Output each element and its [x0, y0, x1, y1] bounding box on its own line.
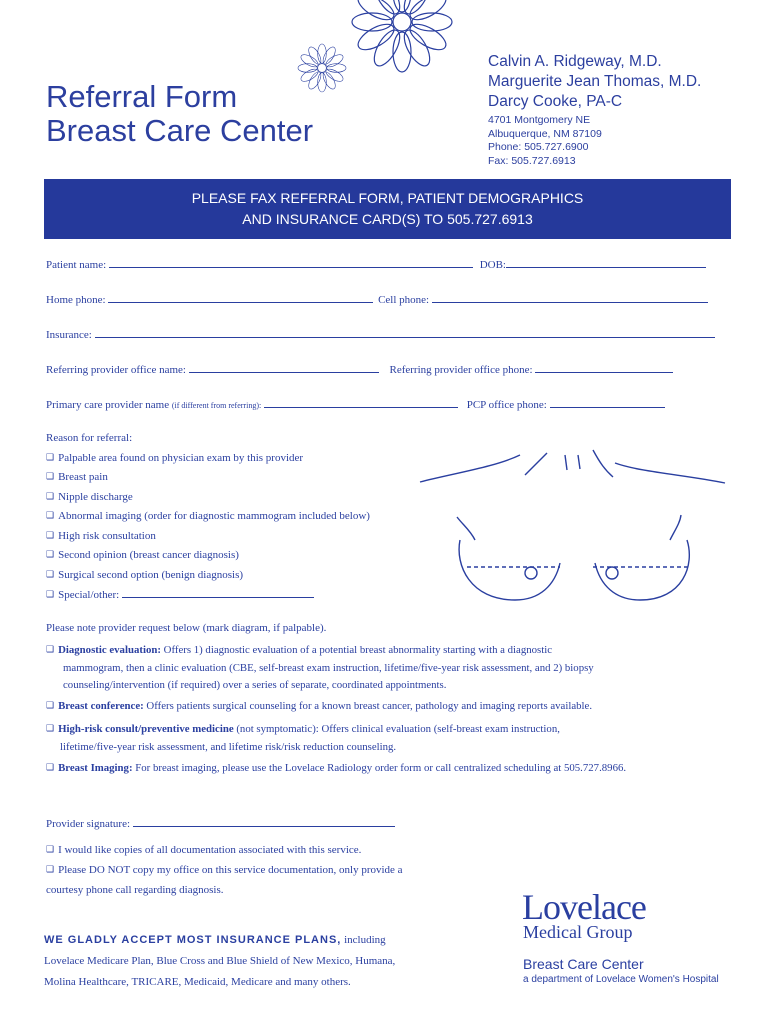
- insurance-including: including: [341, 934, 386, 946]
- checkbox-icon[interactable]: ❑: [46, 645, 55, 655]
- logo-center: Breast Care Center: [523, 956, 644, 972]
- signature-row: [46, 817, 395, 830]
- referring-office-phone-input[interactable]: [535, 363, 673, 373]
- copy-options: [46, 841, 403, 900]
- patient-name-input[interactable]: [109, 258, 473, 268]
- checkbox-icon[interactable]: ❑: [46, 472, 55, 482]
- banner-line-1: PLEASE FAX REFERRAL FORM, PATIENT DEMOGRAPHICS: [191, 190, 584, 206]
- home-phone-input[interactable]: [108, 293, 373, 303]
- insurance-plans-line: Lovelace Medicare Plan, Blue Cross and Blue Shield of New Mexico, Humana,: [44, 955, 396, 967]
- reason-checkbox[interactable]: [46, 569, 370, 589]
- reason-checkbox[interactable]: [46, 510, 370, 530]
- provider-name: Darcy Cooke, PA-C: [488, 93, 623, 110]
- referring-office-row: [46, 363, 673, 376]
- banner-line-2: AND INSURANCE CARD(S) TO 505.727.6913: [242, 211, 533, 227]
- referring-office-name-label: Referring provider office name:: [46, 364, 186, 376]
- pcp-row: [46, 398, 665, 411]
- logo-department: a department of Lovelace Women's Hospital: [523, 974, 719, 985]
- pcp-phone-label: PCP office phone:: [466, 399, 547, 411]
- checkbox-icon[interactable]: ❑: [46, 569, 55, 580]
- checkbox-icon[interactable]: ❑: [46, 845, 55, 855]
- provider-name: Calvin A. Ridgeway, M.D.: [488, 53, 662, 70]
- copy-option-label: I would like copies of all documentation associated with this service.: [58, 844, 362, 856]
- reason-label: Breast pain: [58, 471, 108, 483]
- service-option[interactable]: [46, 721, 736, 756]
- provider-list: [488, 52, 701, 112]
- service-text: Offers patients surgical counseling for a known breast cancer, pathology and imaging reports available.: [143, 700, 593, 712]
- phone-number: Phone: 505.727.6900: [488, 141, 589, 153]
- reason-section: [46, 432, 370, 608]
- home-phone-label: Home phone:: [46, 294, 106, 306]
- checkbox-icon[interactable]: ❑: [46, 452, 55, 463]
- reason-label: Special/other:: [58, 589, 120, 601]
- reason-label: High risk consultation: [58, 529, 156, 542]
- phone-row: [46, 293, 708, 306]
- signature-label: Provider signature:: [46, 818, 131, 830]
- reason-label: Nipple discharge: [58, 490, 133, 503]
- reason-label: Abnormal imaging (order for diagnostic mammogram included below): [58, 510, 370, 522]
- reason-checkbox[interactable]: [46, 491, 370, 511]
- reason-checkbox[interactable]: [46, 588, 370, 608]
- reason-label: Surgical second option (benign diagnosis): [58, 568, 244, 581]
- checkbox-icon[interactable]: ❑: [46, 530, 55, 541]
- no-copy-option-cont: courtesy phone call regarding diagnosis.: [46, 884, 224, 896]
- service-text: For breast imaging, please use the Lovelace Radiology order form or call centralized scheduling at 505.727.8966.: [132, 762, 627, 774]
- breast-diagram-icon[interactable]: [415, 445, 735, 615]
- form-title: [46, 80, 313, 148]
- provider-name: Marguerite Jean Thomas, M.D.: [488, 73, 702, 90]
- service-text-cont: counseling/intervention (if required) over a series of separate, coordinated appointments.: [63, 679, 447, 691]
- pcp-note: (if different from referring):: [171, 401, 262, 410]
- reason-checkbox[interactable]: [46, 549, 370, 569]
- patient-name-label: Patient name:: [46, 259, 107, 271]
- dob-input[interactable]: [506, 258, 706, 268]
- service-label: Breast conference:: [58, 700, 144, 712]
- provider-request-note: Please note provider request below (mark diagram, if palpable).: [46, 622, 327, 634]
- service-text-cont: lifetime/five-year risk assessment, and lifetime risk/risk reduction counseling.: [60, 741, 397, 753]
- fax-instruction-banner: [44, 179, 731, 239]
- checkbox-icon[interactable]: ❑: [46, 491, 55, 502]
- checkbox-icon[interactable]: ❑: [46, 763, 55, 773]
- reason-checkbox[interactable]: [46, 471, 370, 491]
- reason-heading: Reason for referral:: [46, 432, 133, 444]
- pcp-phone-input[interactable]: [550, 398, 665, 408]
- checkbox-icon[interactable]: ❑: [46, 550, 55, 560]
- checkbox-icon[interactable]: ❑: [46, 701, 55, 711]
- service-text: (not symptomatic): Offers clinical evaluation (self-breast exam instruction,: [233, 723, 560, 735]
- service-label: Diagnostic evaluation:: [58, 644, 161, 656]
- address-line-2: Albuquerque, NM 87109: [488, 127, 602, 140]
- title-line-1: Referral Form: [46, 79, 238, 114]
- insurance-plans-line: Molina Healthcare, TRICARE, Medicaid, Medicare and many others.: [44, 976, 351, 988]
- checkbox-icon[interactable]: ❑: [46, 590, 55, 600]
- service-option[interactable]: [46, 760, 736, 778]
- pcp-name-label: Primary care provider name: [46, 399, 170, 411]
- service-label: Breast Imaging:: [58, 762, 133, 774]
- flower-decoration-icon: [290, 0, 470, 110]
- checkbox-icon[interactable]: ❑: [46, 511, 55, 521]
- insurance-label: Insurance:: [46, 329, 92, 341]
- insurance-footer: [44, 930, 395, 993]
- insurance-input[interactable]: [95, 328, 715, 338]
- dob-label: DOB:: [479, 259, 506, 271]
- logo-group: Medical Group: [523, 922, 633, 942]
- contact-block: [488, 114, 602, 168]
- copy-option[interactable]: [46, 841, 403, 861]
- address-line-1: 4701 Montgomery NE: [488, 114, 591, 126]
- service-text-cont: mammogram, then a clinic evaluation (CBE, self-breast exam instruction, lifetime/five-year risk assessment, and 2) biopsy: [63, 662, 594, 674]
- service-option[interactable]: [46, 642, 736, 694]
- insurance-row: [46, 328, 715, 341]
- no-copy-option[interactable]: [46, 861, 403, 881]
- reason-label: Palpable area found on physician exam by this provider: [58, 451, 304, 464]
- reason-checkbox[interactable]: [46, 452, 370, 472]
- fax-number: Fax: 505.727.6913: [488, 154, 576, 167]
- service-label: High-risk consult/preventive medicine: [58, 723, 234, 735]
- reason-checkbox[interactable]: [46, 530, 370, 550]
- checkbox-icon[interactable]: ❑: [46, 865, 55, 875]
- referring-office-name-input[interactable]: [189, 363, 379, 373]
- signature-input[interactable]: [133, 817, 395, 827]
- title-line-2: Breast Care Center: [46, 113, 314, 148]
- service-option[interactable]: [46, 698, 736, 716]
- lovelace-logo: Lovelace: [522, 887, 646, 927]
- checkbox-icon[interactable]: ❑: [46, 724, 55, 734]
- referring-office-phone-label: Referring provider office phone:: [389, 364, 533, 376]
- cell-phone-input[interactable]: [432, 293, 708, 303]
- pcp-name-input[interactable]: [264, 398, 458, 408]
- patient-name-row: [46, 258, 706, 271]
- no-copy-option-label: Please DO NOT copy my office on this service documentation, only provide a: [58, 864, 403, 876]
- special-other-input[interactable]: [122, 588, 314, 598]
- insurance-heading: WE GLADLY ACCEPT MOST INSURANCE PLANS,: [44, 934, 342, 946]
- cell-phone-label: Cell phone:: [378, 294, 430, 306]
- reason-label: Second opinion (breast cancer diagnosis): [58, 549, 239, 561]
- service-text: Offers 1) diagnostic evaluation of a potential breast abnormality starting with a diagnostic: [160, 644, 553, 656]
